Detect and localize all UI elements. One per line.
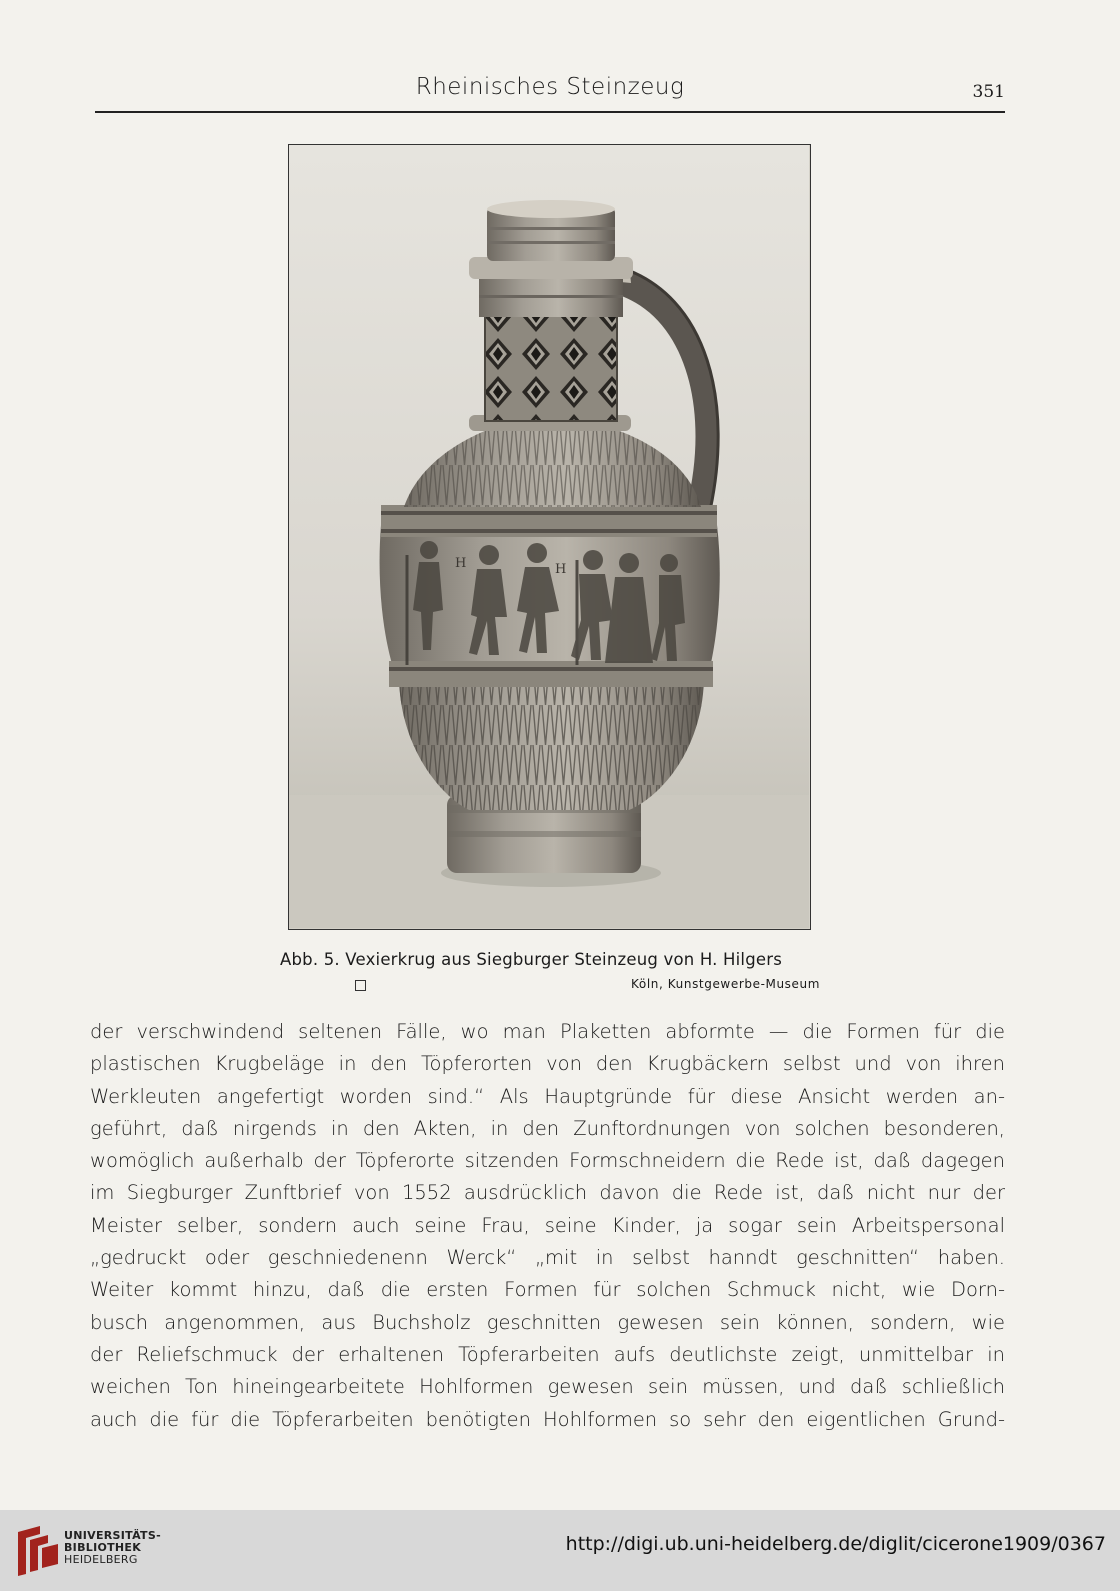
- body-line: weichen Ton hineingearbeitete Hohlformen gewesen sein müssen, und daß schließlich: [90, 1375, 1005, 1399]
- body-line: womöglich außerhalb der Töpferorte sitzenden Formschneidern die Rede ist, daß dagegen: [90, 1149, 1005, 1173]
- relief-letter-2: H: [555, 562, 567, 577]
- body-line: geführt, daß nirgends in den Akten, in den Zunftordnungen von solchen besonderen,: [90, 1116, 1005, 1140]
- caption-square-mark: [355, 980, 366, 991]
- library-name: [64, 1530, 161, 1566]
- body-line: Meister selber, sondern auch seine Frau, seine Kinder, ja sogar sein Arbeitspersonal: [90, 1213, 1005, 1237]
- body-line: plastischen Krugbeläge in den Töpferorten von den Krugbäckern selbst und von ihren: [90, 1052, 1005, 1076]
- header-rule: [95, 111, 1005, 113]
- body-line: Werkleuten angefertigt worden sind.“ Als Hauptgründe für diese Ansicht werden an-: [90, 1084, 1005, 1108]
- library-logo-icon: [14, 1524, 62, 1578]
- body-line: busch angenommen, aus Buchsholz geschnitten gewesen sein können, sondern, wie: [90, 1310, 1005, 1334]
- body-line: der verschwindend seltenen Fälle, wo man Plaketten abformte — die Formen für die: [90, 1020, 1005, 1043]
- body-line: „gedruckt oder geschniedenenn Werck“ „mit in selbst hanndt geschnitten“ haben.: [90, 1246, 1005, 1270]
- body-line: im Siegburger Zunftbrief von 1552 ausdrücklich davon die Rede ist, daß nicht nur der: [90, 1181, 1005, 1205]
- body-line: der Reliefschmuck der erhaltenen Töpferarbeiten aufs deutlichste zeigt, unmittelbar in: [90, 1342, 1005, 1366]
- figure-caption: [280, 950, 820, 991]
- library-name-line3: HEIDELBERG: [64, 1553, 138, 1566]
- running-title: Rheinisches Steinzeug: [415, 74, 685, 100]
- relief-letter-1: H: [455, 556, 467, 571]
- caption-source: Köln, Kunstgewerbe-Museum: [631, 977, 820, 991]
- body-line: Weiter kommt hinzu, daß die ersten Formen für solchen Schmuck nicht, wie Dorn-: [90, 1278, 1005, 1302]
- digitization-footer: [0, 1510, 1120, 1591]
- stoneware-jug-illustration: [289, 145, 809, 928]
- library-name-line2: BIBLIOTHEK: [64, 1541, 142, 1554]
- caption-text: Abb. 5. Vexierkrug aus Siegburger Steinzeug von H. Hilgers: [280, 950, 783, 969]
- page-number: 351: [972, 82, 1005, 102]
- library-name-line1: UNIVERSITÄTS-: [64, 1529, 161, 1542]
- source-url-link[interactable]: http://digi.ub.uni-heidelberg.de/diglit/cicerone1909/0367: [565, 1533, 1106, 1555]
- body-text: [90, 1016, 1005, 1436]
- figure-photo-jug: [288, 144, 811, 930]
- running-head: [95, 70, 1005, 110]
- body-line: auch die für die Töpferarbeiten benötigten Hohlformen so sehr den eigentlichen Grund-: [90, 1407, 1005, 1431]
